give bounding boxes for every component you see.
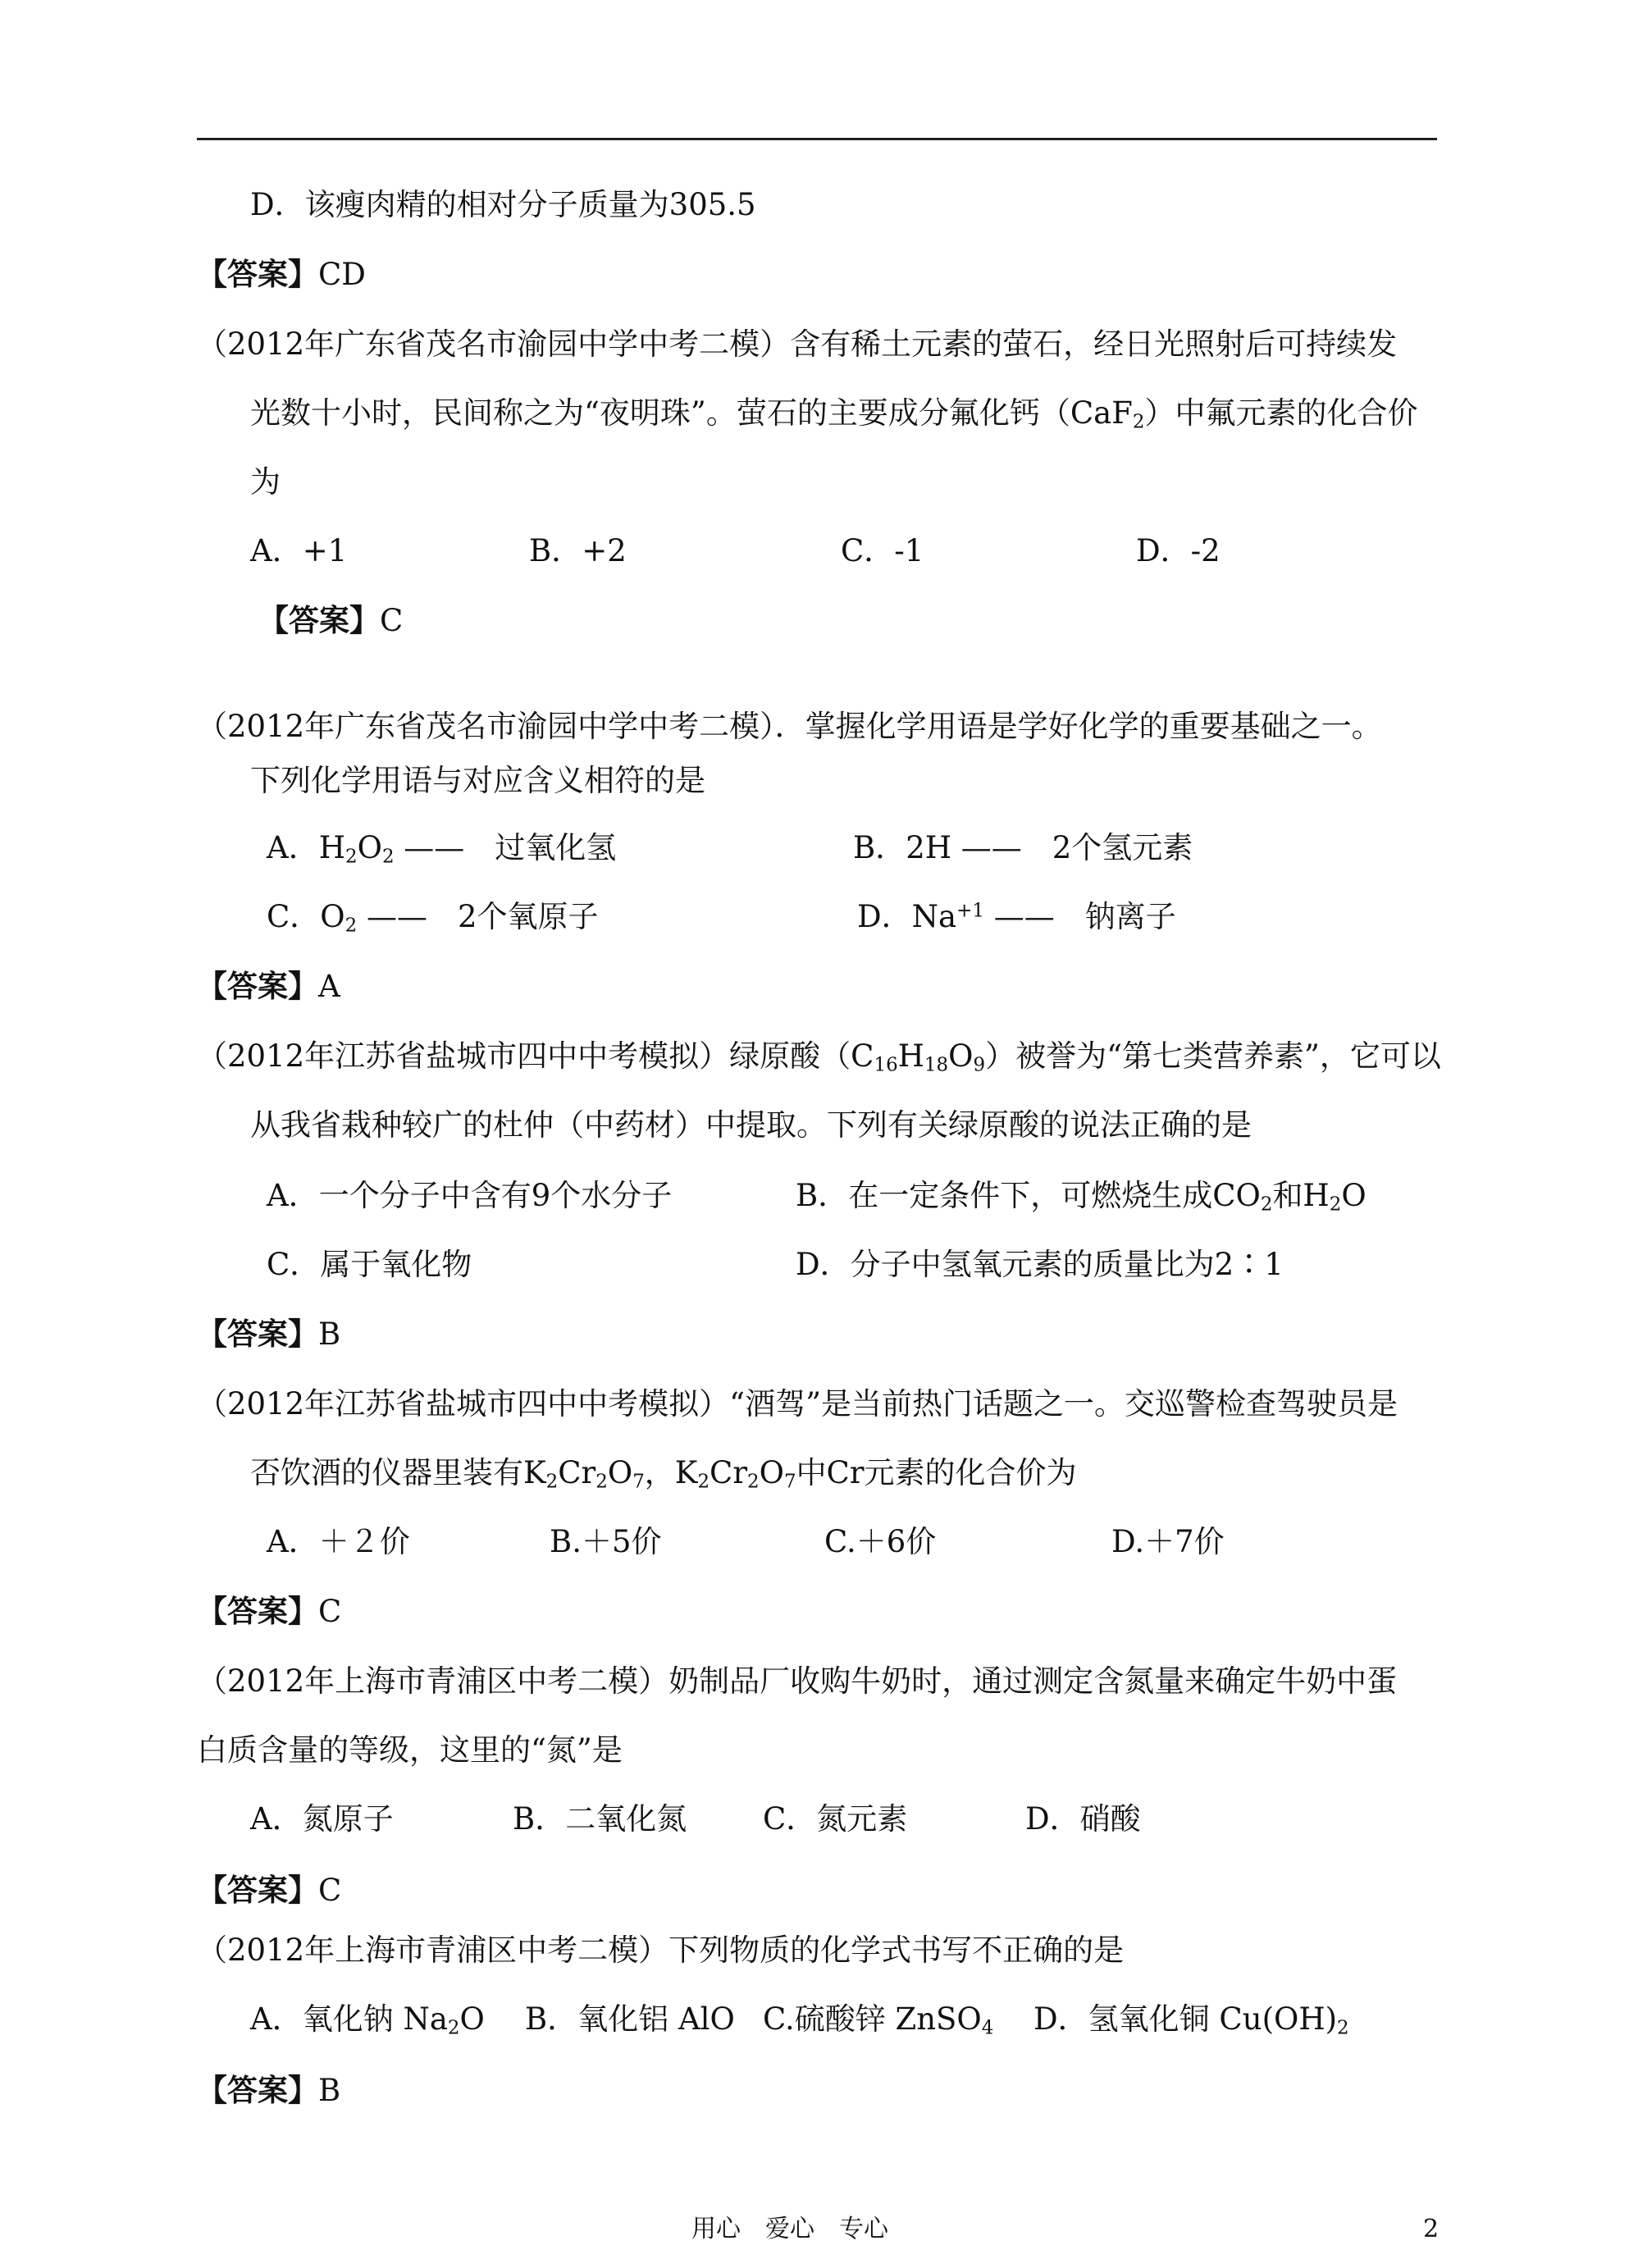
option-a: A．＋２价 [267, 1524, 410, 1559]
answer-value: A [318, 969, 340, 1004]
answer-label: 【答案】 [197, 2072, 318, 2108]
option-b: B．氧化铝 AlO [525, 2001, 735, 2037]
question-line: 从我省栽种较广的杜仲（中药材）中提取。下列有关绿原酸的说法正确的是 [250, 1107, 1252, 1143]
option-c: C．氮元素 [763, 1801, 908, 1837]
option-b: B.＋5价 [550, 1524, 662, 1559]
answer-value: CD [318, 257, 366, 292]
question-line: （2012年广东省茂名市渝园中学中考二模）含有稀土元素的萤石，经日光照射后可持续发 [197, 326, 1398, 362]
answer-value: C [318, 1594, 342, 1629]
question-line: （2012年江苏省盐城市四中中考模拟）绿原酸$(C_{16}H_{18}O_9)$被誉为“第七类营养素”，它可以 [197, 1038, 1441, 1076]
option-a: A．氮原子 [250, 1801, 394, 1837]
question-line: 为 [250, 464, 281, 500]
option-d: D．-2 [1136, 533, 1221, 568]
question-line: （2012年上海市青浦区中考二模）下列物质的化学式书写不正确的是 [197, 1933, 1125, 1968]
page-number: 2 [1423, 2215, 1440, 2243]
question-line: （2012年江苏省盐城市四中中考模拟）“酒驾”是当前热门话题之一。交巡警检查驾驶员是 [197, 1386, 1398, 1421]
option-d: D．硝酸 [1025, 1801, 1141, 1837]
option-c: C．$O_2$ —— 2个氧原子 [267, 899, 599, 937]
option-b: B．+2 [529, 533, 627, 568]
option-c: C．属于氧化物 [267, 1247, 472, 1282]
option-d: D.＋7价 [1111, 1524, 1225, 1559]
option-c: C．-1 [841, 533, 924, 568]
answer-line [197, 1872, 341, 1909]
answer-line [197, 1593, 341, 1630]
answer-line [197, 1316, 340, 1353]
answer-line [258, 602, 403, 639]
option-a: A．$H_2O_2$ —— 过氧化氢 [267, 830, 617, 868]
header-rule [197, 138, 1437, 140]
answer-label: 【答案】 [197, 1316, 318, 1352]
question-line: 下列化学用语与对应含义相符的是 [250, 763, 705, 798]
answer-value: B [318, 2073, 341, 2108]
answer-line [197, 968, 340, 1005]
question-line: （2012年广东省茂名市渝园中学中考二模）．掌握化学用语是学好化学的重要基础之一。 [197, 709, 1382, 744]
answer-label: 【答案】 [197, 256, 318, 292]
answer-line [197, 2072, 340, 2109]
option-d: D．氢氧化铜 $Cu(OH)_2$ [1033, 2001, 1349, 2039]
option-b: B．2H —— 2个氢元素 [853, 830, 1193, 865]
answer-value: C [380, 603, 404, 638]
answer-label: 【答案】 [197, 1872, 318, 1908]
answer-label: 【答案】 [258, 602, 380, 638]
option-c: C.硫酸锌 ZnSO$_4$ [763, 2001, 994, 2039]
option-a: A．氧化钠 $Na_2O$ [250, 2001, 485, 2039]
option-c: C.＋6价 [824, 1524, 937, 1559]
question-line: 否饮酒的仪器里装有$K_2Cr_2O_7$，$K_2Cr_2O_7$中Cr元素的化合价为 [250, 1455, 1077, 1493]
option-d: D．$Na^{+1}$ —— 钠离子 [857, 899, 1176, 934]
answer-value: B [318, 1317, 341, 1352]
answer-value: C [318, 1873, 342, 1908]
option-a: A．+1 [250, 533, 348, 568]
option-d: D．分子中氢氧元素的质量比为2∶1 [796, 1247, 1284, 1282]
question-line: 光数十小时，民间称之为“夜明珠”。萤石的主要成分氟化钙（CaF$_2$）中氟元素的化合价 [250, 395, 1418, 433]
answer-line [197, 256, 366, 293]
answer-label: 【答案】 [197, 1593, 318, 1629]
option-b: B．在一定条件下，可燃烧生成$CO_2$和$H_2O$ [796, 1178, 1367, 1216]
option-b: B．二氧化氮 [513, 1801, 687, 1837]
question-line: （2012年上海市青浦区中考二模）奶制品厂收购牛奶时，通过测定含氮量来确定牛奶中蛋 [197, 1663, 1398, 1699]
option-d: D．该瘦肉精的相对分子质量为305.5 [250, 187, 756, 222]
question-line: 白质含量的等级，这里的“氮”是 [197, 1732, 623, 1768]
option-a: A．一个分子中含有9个水分子 [267, 1178, 673, 1213]
footer-motto: 用心 爱心 专心 [691, 2215, 888, 2243]
answer-label: 【答案】 [197, 968, 318, 1004]
